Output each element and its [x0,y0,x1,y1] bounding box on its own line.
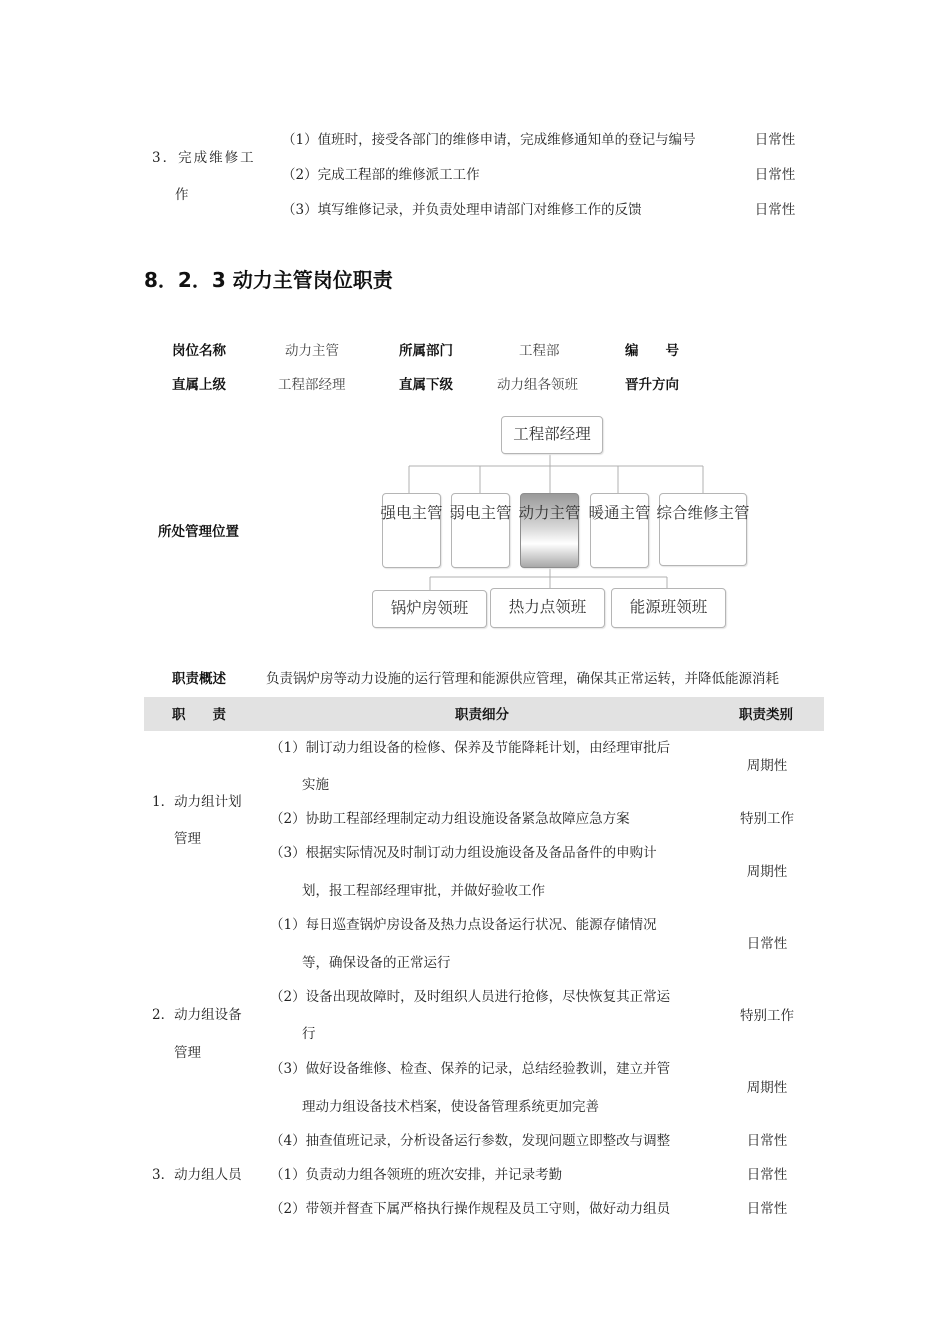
department-label: 所属部门 [399,343,453,359]
duty-label-line1: 1．动力组计划 [152,794,242,810]
summary-label: 职责概述 [172,671,226,687]
detail-line: （3）做好设备维修、检查、保养的记录，总结经验教训，建立并管 [270,1061,671,1077]
org-node-label: 暖通主管 [588,504,651,522]
position-name-label: 岗位名称 [172,343,226,359]
detail-line: （2）带领并督查下属严格执行操作规程及员工守则，做好动力组员 [270,1201,671,1217]
duty-type: 周期性 [746,864,788,880]
detail-line: （1）制订动力组设备的检修、保养及节能降耗计划，由经理审批后 [270,740,671,756]
org-node-weak-current-supervisor [451,493,510,568]
prev-detail-2: （2）完成工程部的维修派工工作 [282,167,480,183]
prev-duty-label-line1: 3．完成维修工 [152,150,256,166]
detail-line: 实施 [302,777,329,793]
org-node-energy-team-foreman: 能源班领班 [611,588,726,628]
section-title: 8．2．3 动力主管岗位职责 [144,268,393,292]
prev-detail-3: （3）填写维修记录，并负责处理申请部门对维修工作的反馈 [282,202,642,218]
duty-label-line1: 2．动力组设备 [152,1007,242,1023]
org-node-heat-point-foreman: 热力点领班 [490,588,605,628]
detail-line: 行 [302,1026,316,1042]
promotion-label: 晋升方向 [625,377,679,393]
org-node-label: 动力主管 [518,504,581,522]
duty-type: 特别工作 [740,811,794,827]
detail-line: （3）根据实际情况及时制订动力组设施设备及备品备件的申购计 [270,845,657,861]
detail-line: （1）每日巡查锅炉房设备及热力点设备运行状况、能源存储情况 [270,917,657,933]
duty-label-line2: 管理 [174,831,201,847]
org-node-hvac-supervisor [590,493,649,568]
detail-line: （2）设备出现故障时，及时组织人员进行抢修，尽快恢复其正常运 [270,989,671,1005]
org-position-label: 所处管理位置 [158,524,239,540]
prev-type-2: 日常性 [754,167,796,183]
prev-type-3: 日常性 [754,202,796,218]
detail-line: （1）负责动力组各领班的班次安排，并记录考勤 [270,1167,563,1183]
org-node-strong-current-supervisor [382,493,441,568]
org-node-label: 综合维修主管 [656,504,750,522]
duty-type: 周期性 [746,1080,788,1096]
detail-line: 划，报工程部经理审批，并做好验收工作 [302,883,545,899]
detail-line: （2）协助工程部经理制定动力组设施设备紧急故障应急方案 [270,811,630,827]
prev-duty-label-line2: 作 [175,187,189,203]
superior-value: 工程部经理 [278,377,346,393]
prev-detail-1: （1）值班时，接受各部门的维修申请，完成维修通知单的登记与编号 [282,132,696,148]
detail-line: 理动力组设备技术档案，使设备管理系统更加完善 [302,1099,599,1115]
org-node-boiler-room-foreman: 锅炉房领班 [372,590,487,628]
subordinate-label: 直属下级 [399,377,453,393]
detail-line: （4）抽查值班记录，分析设备运行参数，发现问题立即整改与调整 [270,1133,671,1149]
org-node-general-maintenance-supervisor [656,493,750,566]
prev-type-1: 日常性 [754,132,796,148]
duty-type: 周期性 [746,758,788,774]
id-number-label: 编 号 [625,343,679,359]
detail-line: 等，确保设备的正常运行 [302,955,451,971]
org-node-label: 强电主管 [380,504,443,522]
duty-type: 日常性 [746,1167,788,1183]
duty-type: 日常性 [746,1201,788,1217]
header-duty-detail: 职责细分 [455,707,509,723]
subordinate-value: 动力组各领班 [497,377,578,393]
org-node-power-supervisor-highlighted [520,493,579,568]
duty-type: 日常性 [746,936,788,952]
header-duty-type: 职责类别 [739,707,793,723]
org-node-label: 弱电主管 [449,504,512,522]
duty-label-line2: 管理 [174,1045,201,1061]
department-value: 工程部 [519,343,560,359]
org-node-engineering-manager: 工程部经理 [501,416,603,454]
duty-label-line1: 3．动力组人员 [152,1167,242,1183]
superior-label: 直属上级 [172,377,226,393]
duty-type: 特别工作 [740,1008,794,1024]
summary-text: 负责锅炉房等动力设施的运行管理和能源供应管理，确保其正常运转，并降低能源消耗 [266,671,779,687]
header-duty: 职 责 [172,707,226,723]
duty-type: 日常性 [746,1133,788,1149]
position-name-value: 动力主管 [285,343,339,359]
